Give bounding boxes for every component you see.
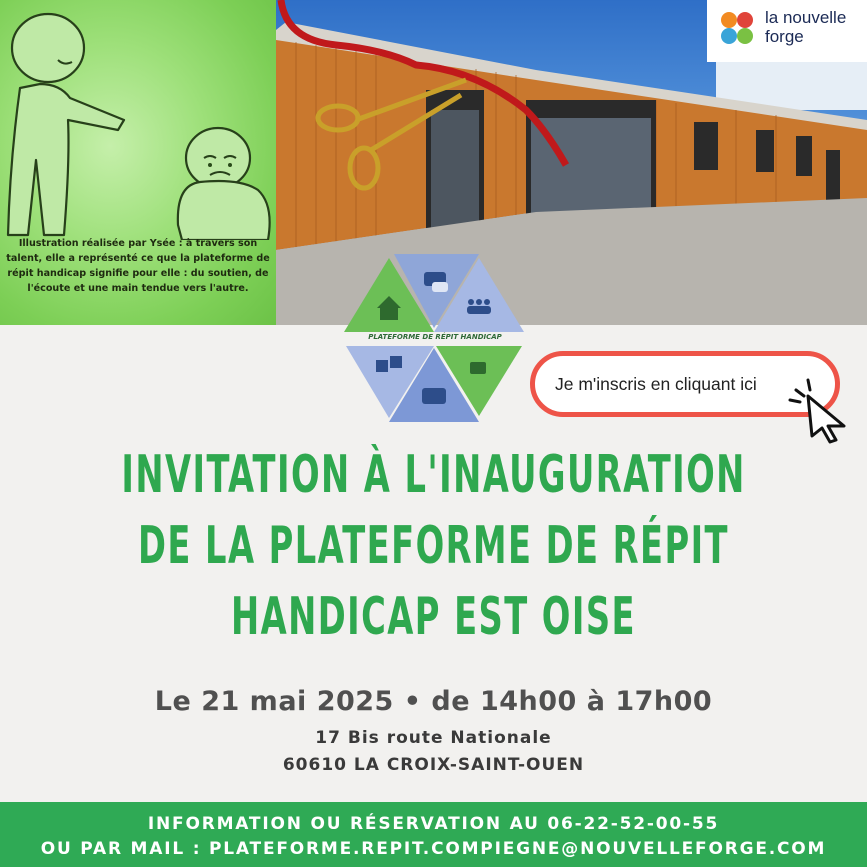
people-icon [467, 299, 491, 314]
register-button-label: Je m'inscris en cliquant ici [555, 373, 757, 394]
illustration-caption: Illustration réalisée par Ysée : à travers son talent, elle a représenté ce que la plateforme de répit handicap signifie pour elle : du soutien, de l'écoute et une main tendue vers l'autre. [6, 238, 270, 294]
footer-phone-line: INFORMATION OU RÉSERVATION AU 06-22-52-00-55 [147, 814, 720, 834]
title-line-2: DE LA PLATEFORME DE RÉPIT [138, 516, 729, 576]
title-line-3: HANDICAP EST OISE [230, 587, 636, 647]
contact-footer [0, 802, 867, 867]
event-address-line1: 17 Bis route Nationale [315, 728, 552, 748]
brand-logo-text [765, 8, 846, 46]
page-title [121, 440, 745, 653]
coffee-cup-icon [470, 362, 486, 374]
cursor-icon [786, 374, 850, 444]
platform-logo-label: PLATEFORME DE RÉPIT HANDICAP [368, 333, 502, 341]
brand-logo-icon [715, 6, 765, 56]
title-line-1: INVITATION À L'INAUGURATION [121, 445, 746, 505]
footer-email-line[interactable]: OU PAR MAIL : PLATEFORME.REPIT.COMPIEGNE@NOUVELLEFORGE.COM [40, 839, 827, 859]
illustration-drawing [0, 0, 276, 240]
brand-logo-line2: forge [765, 27, 804, 46]
event-address-line2: 60610 LA CROIX-SAINT-OUEN [282, 755, 585, 775]
event-date: Le 21 mai 2025 • de 14h00 à 17h00 [154, 686, 713, 717]
suitcase-icon [422, 388, 446, 404]
illustration-panel [0, 0, 276, 325]
brand-logo-line1: la nouvelle [765, 8, 847, 27]
